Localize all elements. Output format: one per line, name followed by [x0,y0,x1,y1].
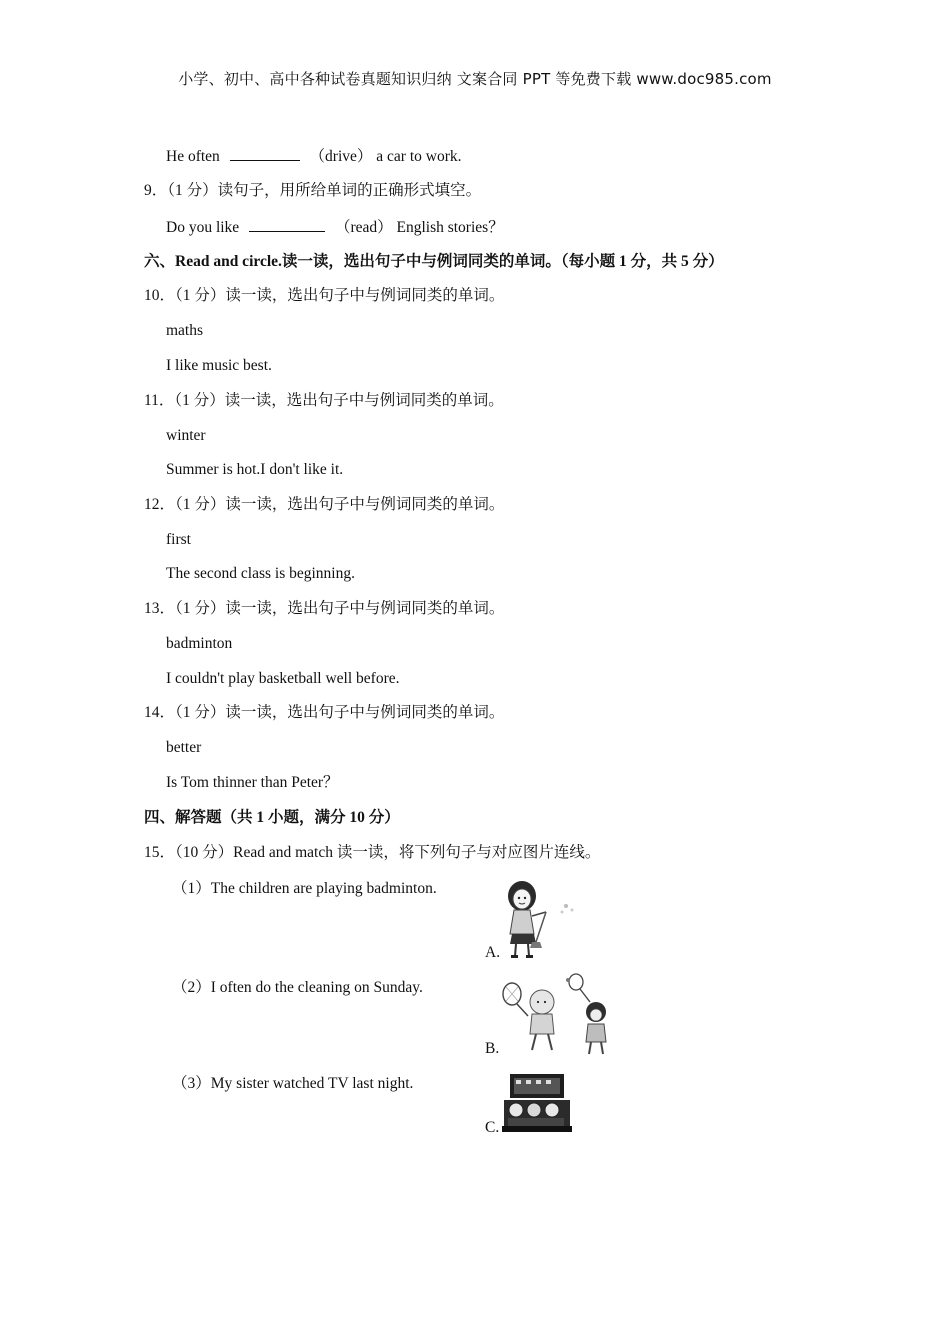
section-4-heading: 四、解答题（共 1 小题，满分 10 分） [144,809,400,826]
family-tv-picture[interactable] [500,1070,572,1134]
q13-label: 13．（1 分）读一读，选出句子中与例词同类的单词。 [144,600,505,617]
q14-word: better [166,739,202,756]
option-c-label: C. [485,1119,500,1136]
q10-label: 10．（1 分）读一读，选出句子中与例词同类的单词。 [144,287,505,304]
q12-sentence[interactable]: The second class is beginning. [166,565,355,582]
q14-label: 14．（1 分）读一读，选出句子中与例词同类的单词。 [144,704,505,721]
q8-blank[interactable] [230,146,300,161]
q13-sentence[interactable]: I couldn't play basketball well before. [166,670,400,687]
section-6-heading: 六、Read and circle.读一读，选出句子中与例词同类的单词。（每小题 1 分，共 5 分） [144,253,724,270]
q11-word: winter [166,427,206,444]
q15-item-3[interactable]: （3）My sister watched TV last night. [172,1075,414,1092]
option-b-label: B. [485,1040,500,1057]
q9-label: 9．（1 分）读句子，用所给单词的正确形式填空。 [144,182,482,199]
q15-item-2[interactable]: （2）I often do the cleaning on Sunday. [172,979,423,996]
q11-label: 11．（1 分）读一读，选出句子中与例词同类的单词。 [144,392,504,409]
girl-cleaning-picture[interactable] [500,876,580,960]
q10-sentence[interactable]: I like music best. [166,357,272,374]
children-badminton-picture[interactable] [498,972,618,1056]
q9-sentence [166,217,504,238]
q8-after: a car to work. [376,148,462,165]
q13-word: badminton [166,635,233,652]
q14-sentence[interactable]: Is Tom thinner than Peter？ [166,774,339,791]
q8-sentence [166,146,462,167]
q15-label: 15．（10 分）Read and match 读一读，将下列句子与对应图片连线。 [144,844,601,861]
q8-before: He often [166,148,220,165]
q9-blank[interactable] [249,217,325,232]
q15-item-1[interactable]: （1）The children are playing badminton. [172,880,437,897]
q9-before: Do you like [166,219,240,236]
q8-hint: （drive） [309,148,373,165]
q12-label: 12．（1 分）读一读，选出句子中与例词同类的单词。 [144,496,505,513]
page-header: 小学、初中、高中各种试卷真题知识归纳 文案合同 PPT 等免费下载 www.doc985.com [178,70,772,88]
option-a-label: A. [485,944,501,961]
q9-after: English stories？ [396,219,504,236]
q12-word: first [166,531,191,548]
q11-sentence[interactable]: Summer is hot.I don't like it. [166,461,344,478]
q10-word: maths [166,322,204,339]
q9-hint: （read） [334,219,393,236]
